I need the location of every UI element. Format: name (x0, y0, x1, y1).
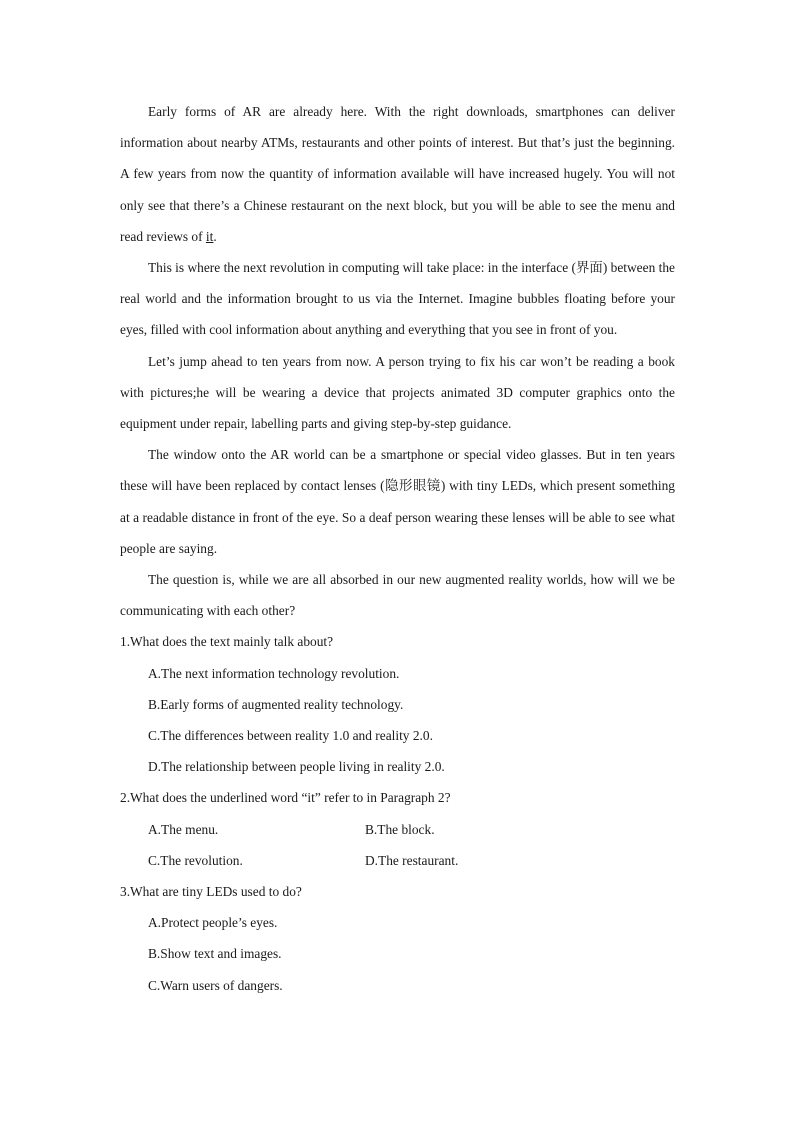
passage-paragraph-1 (120, 96, 675, 252)
passage-paragraph-1-text: Early forms of AR are already here. With the right downloads, smartphones can deliver information about nearby ATMs, restaurants and other points of interest. But that’s just the beginning. A few years from now the quantity of information available will have increased hugely. You will not only see that there’s a Chinese restaurant on the next block, but you will be able to see the menu and read reviews of (120, 104, 675, 244)
document-page (120, 96, 675, 1001)
question-1-option-c[interactable]: C.The differences between reality 1.0 and reality 2.0. (148, 728, 433, 744)
question-3-option-c[interactable]: C.Warn users of dangers. (148, 977, 283, 993)
question-1-option-a[interactable]: A.The next information technology revolution. (148, 665, 400, 681)
question-1-option-b[interactable]: B.Early forms of augmented reality technology. (148, 696, 404, 712)
passage-paragraph-1-end: . (213, 228, 217, 244)
question-2-option-a[interactable]: A.The menu. (148, 821, 219, 837)
question-2-option-d[interactable]: D.The restaurant. (365, 852, 459, 868)
question-1-stem: 1.What does the text mainly talk about? (120, 634, 334, 650)
question-2-option-b[interactable]: B.The block. (365, 821, 435, 837)
question-1-option-d[interactable]: D.The relationship between people living in reality 2.0. (148, 759, 445, 775)
passage-paragraph-2: This is where the next revolution in computing will take place: in the interface (界面) between the real world and the information brought to us via the Internet. Imagine bubbles floating before your eyes, filled with cool information about anything and everything that you see in front of you. (120, 260, 675, 338)
passage-paragraph-3: Let’s jump ahead to ten years from now. A person trying to fix his car won’t be reading a book with pictures;he will be wearing a device that projects animated 3D computer graphics onto the equipment under repair, labelling parts and giving step-by-step guidance. (120, 353, 675, 432)
question-3-stem: 3.What are tiny LEDs used to do? (120, 884, 302, 900)
question-2-options-row-1 (120, 814, 675, 845)
question-2-stem: 2.What does the underlined word “it” refer to in Paragraph 2? (120, 790, 451, 806)
question-2-options-row-2 (120, 845, 675, 876)
underlined-word-it: it (205, 228, 214, 244)
passage-paragraph-5: The question is, while we are all absorbed in our new augmented reality worlds, how will we be communicating with each other? (120, 572, 675, 619)
question-3-option-a[interactable]: A.Protect people’s eyes. (148, 915, 278, 931)
passage-paragraph-4: The window onto the AR world can be a smartphone or special video glasses. But in ten years these will have been replaced by contact lenses (隐形眼镜) with tiny LEDs, which present something at a readable distance in front of the eye. So a deaf person wearing these lenses will be able to see what people are saying. (120, 447, 675, 556)
question-2-option-c[interactable]: C.The revolution. (148, 852, 243, 868)
question-3-option-b[interactable]: B.Show text and images. (148, 946, 282, 962)
